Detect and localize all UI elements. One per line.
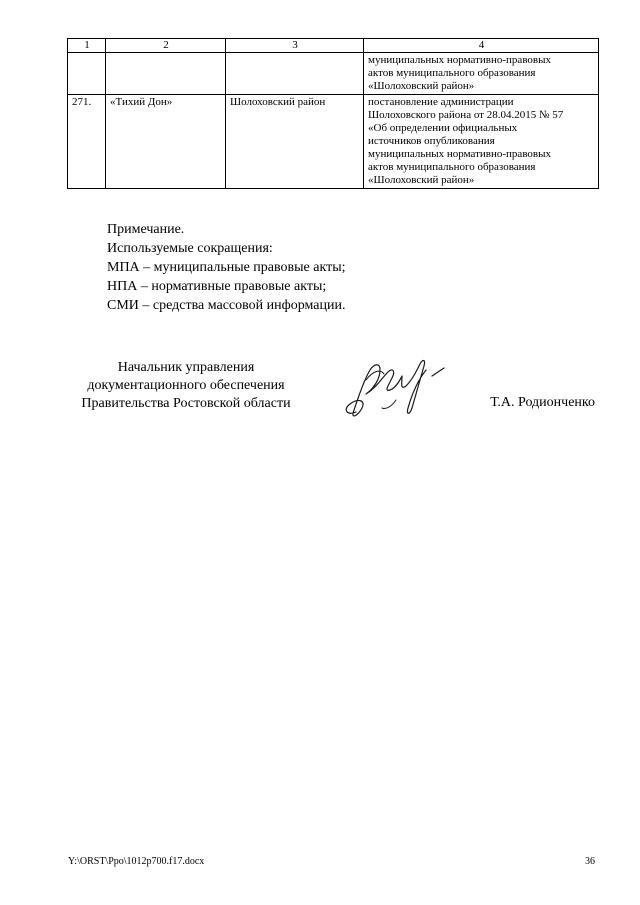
- cell-text-line: «Шолоховский район»: [368, 174, 475, 186]
- cell-text-line: муниципальных нормативно-правовых: [368, 148, 552, 160]
- page-number: 36: [585, 856, 595, 867]
- table-cell: [106, 53, 226, 95]
- signee-name: Т.А. Родионченко: [490, 395, 595, 410]
- cell-text-line: актов муниципального образования: [368, 161, 536, 173]
- footer-file-path: Y:\ORST\Ppo\1012p700.f17.docx: [68, 856, 205, 867]
- table-cell-document: [364, 53, 599, 95]
- signer-title-line: Правительства Ростовской области: [81, 396, 291, 411]
- row-number: 271.: [68, 95, 106, 189]
- note-title: Примечание.: [107, 222, 185, 237]
- header-col-4: 4: [364, 39, 599, 53]
- cell-text-line: муниципальных нормативно-правовых: [368, 54, 552, 66]
- cell-text-line: постановление администрации: [368, 96, 514, 108]
- abbreviation-item: МПА – муниципальные правовые акты;: [107, 260, 346, 275]
- table-cell: [68, 53, 106, 95]
- signer-title-line: Начальник управления: [117, 360, 255, 375]
- handwritten-signature: [336, 350, 456, 430]
- cell-text-line: источников опубликования: [368, 135, 495, 147]
- table-header-row: [68, 39, 599, 53]
- header-col-3: 3: [226, 39, 364, 53]
- signer-title: [66, 359, 306, 413]
- table-row: [68, 53, 599, 95]
- abbreviation-item: СМИ – средства массовой информации.: [107, 298, 346, 313]
- cell-text-line: Шолоховского района от 28.04.2015 № 57: [368, 109, 564, 121]
- table-cell-document: [364, 95, 599, 189]
- header-col-2: 2: [106, 39, 226, 53]
- table-row: [68, 95, 599, 189]
- signer-title-line: документационного обеспечения: [87, 378, 285, 393]
- district-name: Шолоховский район: [226, 95, 364, 189]
- media-name: «Тихий Дон»: [106, 95, 226, 189]
- table-cell: [226, 53, 364, 95]
- cell-text-line: «Об определении официальных: [368, 122, 518, 134]
- registry-table: [67, 38, 599, 189]
- cell-text-line: «Шолоховский район»: [368, 80, 475, 92]
- note-subtitle: Используемые сокращения:: [107, 241, 273, 256]
- cell-text-line: актов муниципального образования: [368, 67, 536, 79]
- note-block: [107, 220, 346, 315]
- header-col-1: 1: [68, 39, 106, 53]
- abbreviation-item: НПА – нормативные правовые акты;: [107, 279, 327, 294]
